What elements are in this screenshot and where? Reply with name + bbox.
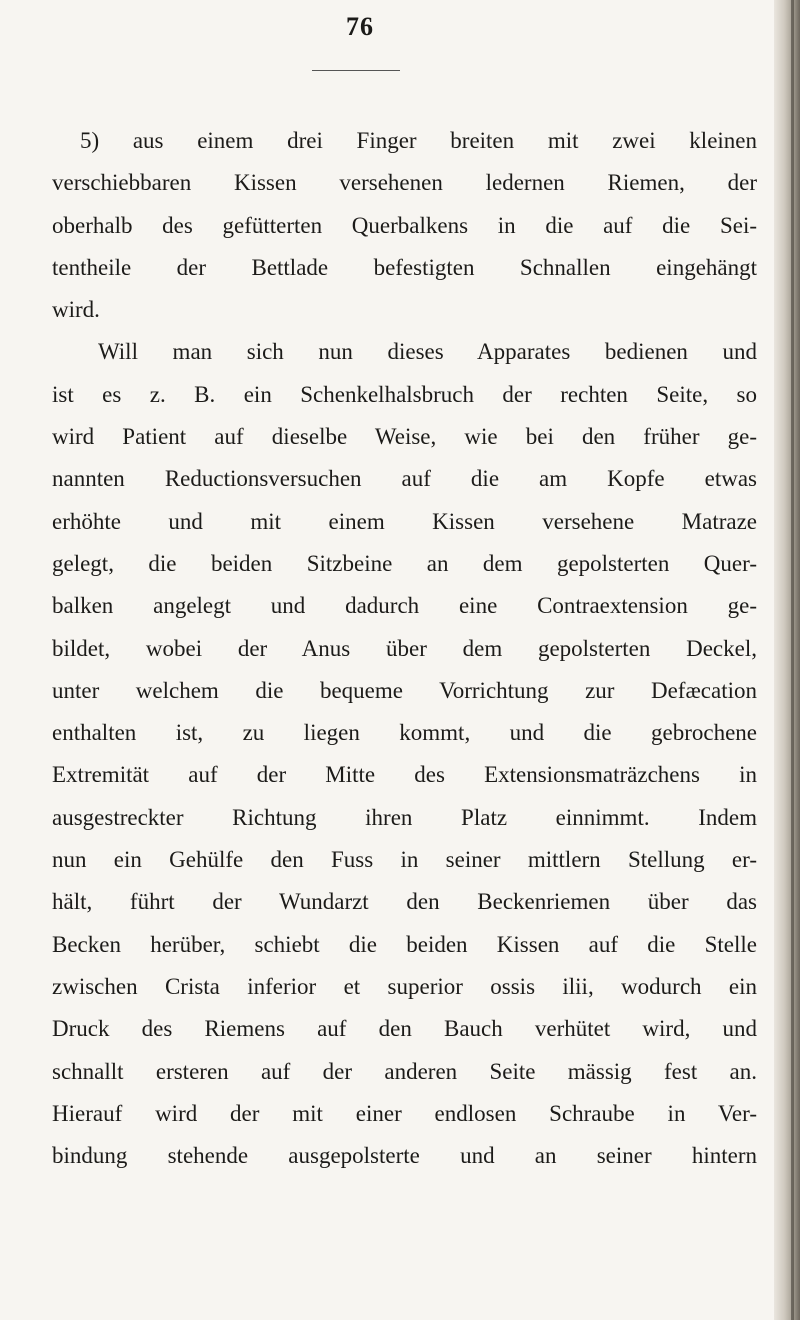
page-number: 76 — [346, 12, 374, 41]
text-line: wird Patient auf dieselbe Weise, wie bei den früher ge- — [52, 424, 757, 450]
text-line: Druck des Riemens auf den Bauch verhütet wird, und — [52, 1016, 757, 1042]
text-line: zwischen Crista inferior et superior ossis ilii, wodurch ein — [52, 973, 757, 999]
text-line: gelegt, die beiden Sitzbeine an dem gepolsterten Quer- — [52, 550, 757, 576]
text-line: bindung stehende ausgepolsterte und an seiner hintern — [52, 1143, 757, 1169]
header-rule — [312, 70, 400, 71]
text-line: unter welchem die bequeme Vorrichtung zur Defæcation — [52, 677, 757, 703]
text-line: Becken herüber, schiebt die beiden Kissen auf die Stelle — [52, 931, 757, 957]
text-line: ist es z. B. ein Schenkelhalsbruch der rechten Seite, so — [52, 381, 757, 407]
text-line: erhöhte und mit einem Kissen versehene Matraze — [52, 508, 757, 534]
text-line: oberhalb des gefütterten Querbalkens in die auf die Sei- — [52, 212, 757, 238]
text-line: schnallt ersteren auf der anderen Seite mässig fest an. — [52, 1058, 757, 1084]
text-line: wird. — [52, 297, 100, 323]
text-line: balken angelegt und dadurch eine Contraextension ge- — [52, 593, 757, 619]
text-line: bildet, wobei der Anus über dem gepolsterten Deckel, — [52, 635, 757, 661]
text-line: verschiebbaren Kissen versehenen ledernen Riemen, der — [52, 170, 757, 196]
page-edge-shadow — [791, 0, 794, 1320]
text-line: nun ein Gehülfe den Fuss in seiner mittlern Stellung er- — [52, 847, 757, 873]
text-line: enthalten ist, zu liegen kommt, und die gebrochene — [52, 720, 757, 746]
text-line: Will man sich nun dieses Apparates bedienen und — [98, 339, 757, 365]
page-edge — [774, 0, 800, 1320]
text-line: tentheile der Bettlade befestigten Schnallen eingehängt — [52, 254, 757, 280]
body-text — [52, 120, 757, 1177]
text-line: ausgestreckter Richtung ihren Platz einnimmt. Indem — [52, 804, 757, 830]
text-line: Hierauf wird der mit einer endlosen Schraube in Ver- — [52, 1100, 757, 1126]
text-line: hält, führt der Wundarzt den Beckenriemen über das — [52, 889, 757, 915]
text-line: 5) aus einem drei Finger breiten mit zwei kleinen — [80, 128, 757, 153]
text-line: nannten Reductionsversuchen auf die am Kopfe etwas — [52, 466, 757, 492]
text-line: Extremität auf der Mitte des Extensionsmaträzchens in — [52, 762, 757, 788]
